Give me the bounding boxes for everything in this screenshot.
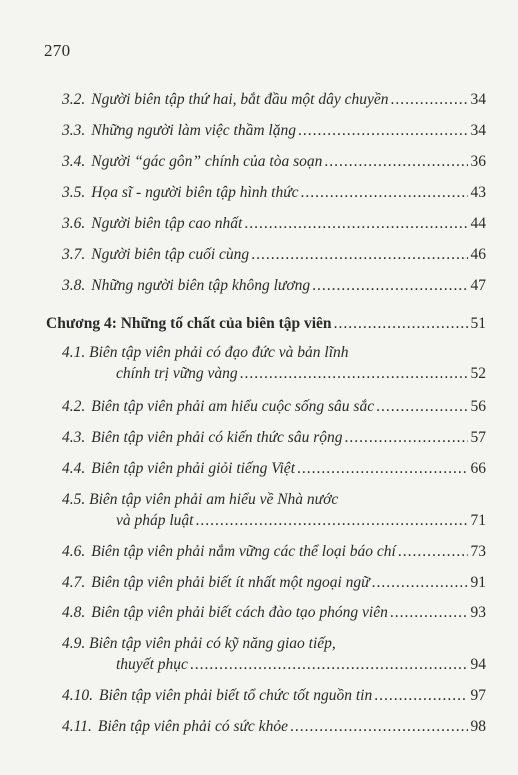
entry-title: Biên tập viên phải giỏi tiếng Việt xyxy=(91,460,295,477)
entry-page: 93 xyxy=(470,604,486,621)
entry-page: 73 xyxy=(470,543,486,560)
entry-number: 4.1. xyxy=(62,344,86,361)
dot-leader xyxy=(391,89,468,110)
entry-title: và pháp luật xyxy=(116,512,194,529)
entry-title: Biên tập viên phải biết ít nhất một ngoại ngữ xyxy=(91,574,370,591)
entry-number: 3.7. xyxy=(62,246,86,263)
entry-page: 98 xyxy=(470,718,486,735)
dot-leader xyxy=(240,363,468,384)
entry-page: 57 xyxy=(470,429,486,446)
entry-title: Biên tập viên phải am hiểu cuộc sống sâu sắc xyxy=(91,398,375,415)
entry-number: 3.2. xyxy=(62,91,86,108)
toc-entry-3-2[interactable] xyxy=(62,89,486,110)
toc-entry-3-8[interactable] xyxy=(62,275,486,296)
entry-title: Biên tập viên phải biết tổ chức tốt nguồn tin xyxy=(99,687,373,704)
dot-leader xyxy=(344,427,467,448)
entry-title: Biên tập viên phải có kiến thức sâu rộng xyxy=(91,429,343,446)
dot-leader xyxy=(190,654,468,675)
entry-page: 43 xyxy=(470,184,486,201)
entry-page: 56 xyxy=(470,398,486,415)
toc-entry-4-5[interactable] xyxy=(62,489,486,531)
entry-page: 47 xyxy=(470,277,486,294)
entry-title: thuyết phục xyxy=(116,656,188,673)
toc-entry-4-2[interactable] xyxy=(62,396,486,417)
entry-page: 36 xyxy=(470,153,486,170)
entry-title: Biên tập viên phải có sức khỏe xyxy=(97,718,288,735)
entry-number: 4.10. xyxy=(62,687,93,704)
entry-number: 3.3. xyxy=(62,122,86,139)
toc-chapter-4[interactable] xyxy=(46,313,486,334)
entry-title-line1: Biên tập viên phải am hiểu về Nhà nước xyxy=(89,491,339,508)
dot-leader xyxy=(297,458,468,479)
entry-number: 4.8. xyxy=(62,604,86,621)
entry-number: 4.5. xyxy=(62,491,86,508)
toc-entry-3-6[interactable] xyxy=(62,213,486,234)
entry-title: Người biên tập thứ hai, bắt đầu một dây chuyền xyxy=(91,91,389,108)
toc-entry-4-9[interactable] xyxy=(62,633,486,675)
dot-leader xyxy=(390,602,468,623)
entry-title-line1: Biên tập viên phải có đạo đức và bản lĩnh xyxy=(89,344,349,361)
toc-entry-4-7[interactable] xyxy=(62,572,486,593)
dot-leader xyxy=(372,572,468,593)
entry-page: 34 xyxy=(470,122,486,139)
dot-leader xyxy=(251,244,467,265)
dot-leader xyxy=(334,313,468,334)
dot-leader xyxy=(244,213,467,234)
toc-entry-4-10[interactable] xyxy=(62,685,486,706)
entry-title: chính trị vững vàng xyxy=(116,365,238,382)
entry-page: 66 xyxy=(470,460,486,477)
entry-number: 3.6. xyxy=(62,215,86,232)
toc-entry-4-8[interactable] xyxy=(62,602,486,623)
toc-entry-3-3[interactable] xyxy=(62,120,486,141)
entry-number: 4.2. xyxy=(62,398,86,415)
entry-page: 46 xyxy=(470,246,486,263)
entry-title: Người “gác gôn” chính của tòa soạn xyxy=(91,153,323,170)
entry-title: Họa sĩ - người biên tập hình thức xyxy=(91,184,299,201)
dot-leader xyxy=(301,182,468,203)
entry-number: 4.4. xyxy=(62,460,86,477)
dot-leader xyxy=(290,716,468,737)
entry-title: Biên tập viên phải biết cách đào tạo phóng viên xyxy=(91,604,388,621)
entry-number: 3.4. xyxy=(62,153,86,170)
dot-leader xyxy=(298,120,468,141)
dot-leader xyxy=(374,685,467,706)
entry-title: Những người làm việc thầm lặng xyxy=(91,122,296,139)
toc-entry-4-6[interactable] xyxy=(62,541,486,562)
entry-number: 4.7. xyxy=(62,574,86,591)
dot-leader xyxy=(376,396,467,417)
toc-entry-3-4[interactable] xyxy=(62,151,486,172)
toc-entry-4-4[interactable] xyxy=(62,458,486,479)
toc-entry-4-3[interactable] xyxy=(62,427,486,448)
entry-number: 4.6. xyxy=(62,543,86,560)
entry-page: 71 xyxy=(470,512,486,529)
entry-number: 4.3. xyxy=(62,429,86,446)
entry-number: 4.9. xyxy=(62,635,86,652)
entry-number: 4.11. xyxy=(62,718,92,735)
entry-page: 52 xyxy=(470,365,486,382)
entry-page: 91 xyxy=(470,574,486,591)
entry-title: Người biên tập cao nhất xyxy=(91,215,243,232)
toc-entry-3-7[interactable] xyxy=(62,244,486,265)
entry-page: 94 xyxy=(470,656,486,673)
toc-entry-4-11[interactable] xyxy=(62,716,486,737)
entry-title: Biên tập viên phải nắm vững các thể loại báo chí xyxy=(91,543,396,560)
entry-number: 3.8. xyxy=(62,277,86,294)
page-number: 270 xyxy=(44,41,71,60)
dot-leader xyxy=(196,510,468,531)
entry-page: 34 xyxy=(470,91,486,108)
chapter-page: 51 xyxy=(470,315,486,332)
entry-page: 97 xyxy=(470,687,486,704)
dot-leader xyxy=(312,275,467,296)
entry-page: 44 xyxy=(470,215,486,232)
entry-title-line1: Biên tập viên phải có kỹ năng giao tiếp, xyxy=(89,635,336,652)
chapter-title: Chương 4: Những tố chất của biên tập viên xyxy=(46,315,332,332)
toc-entry-4-1[interactable] xyxy=(62,342,486,384)
entry-title: Người biên tập cuối cùng xyxy=(91,246,250,263)
dot-leader xyxy=(398,541,468,562)
entry-title: Những người biên tập không lương xyxy=(91,277,311,294)
toc-entry-3-5[interactable] xyxy=(62,182,486,203)
dot-leader xyxy=(324,151,467,172)
entry-number: 3.5. xyxy=(62,184,86,201)
